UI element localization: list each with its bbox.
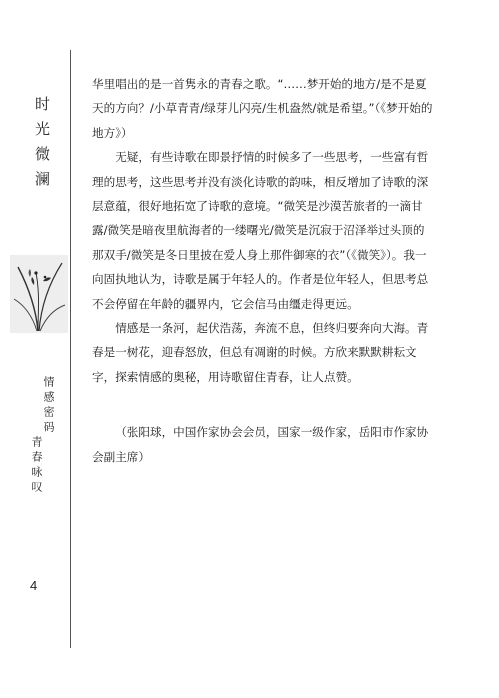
section-title-youth: 青春咏叹 — [30, 436, 43, 496]
orchid-illustration-icon — [10, 255, 68, 333]
section-title-emotion: 情感密码 — [42, 376, 55, 436]
book-title: 时光微澜 — [33, 96, 51, 196]
margin-column — [0, 0, 70, 698]
author-note: （张阳球，中国作家协会会员，国家一级作家，岳阳市作家协会副主席） — [92, 425, 429, 464]
margin-divider-line — [70, 50, 71, 648]
paragraph-2: 无疑，有些诗歌在即景抒情的时候多了一些思考，一些富有哲理的思考，这些思考并没有淡化诗歌的韵味，相反增加了诗歌的深层意蕴，很好地拓宽了诗歌的意境。“微笑是沙漠苦旅者的一滴甘露/微笑是暗夜里航海者的一缕曙光/微笑是沉寂于沼泽举过头顶的那双手/微笑是冬日里披在爱人身上那件御寒的衣”（《微笑》）。我一向固执地认为，诗歌是属于年轻人的。作者是位年轻人，但思考总不会停留在年龄的疆界内，它会信马由缰走得更远。 — [92, 150, 429, 311]
article-body — [92, 72, 436, 469]
paragraph-1: 华里唱出的是一首隽永的青春之歌。“……梦开始的地方/是不是夏天的方向？/小草青青/绿芽儿闪亮/生机盎然/就是希望。”（《梦开始的地方》） — [92, 77, 433, 140]
paragraph-3: 情感是一条河，起伏浩荡，奔流不息，但终归要奔向大海。青春是一树花，迎春怒放，但总有凋谢的时候。方欣来默默耕耘文字，探索情感的奥秘，用诗歌留住青春，让人点赞。 — [92, 321, 429, 384]
page-number: 4 — [30, 578, 38, 593]
